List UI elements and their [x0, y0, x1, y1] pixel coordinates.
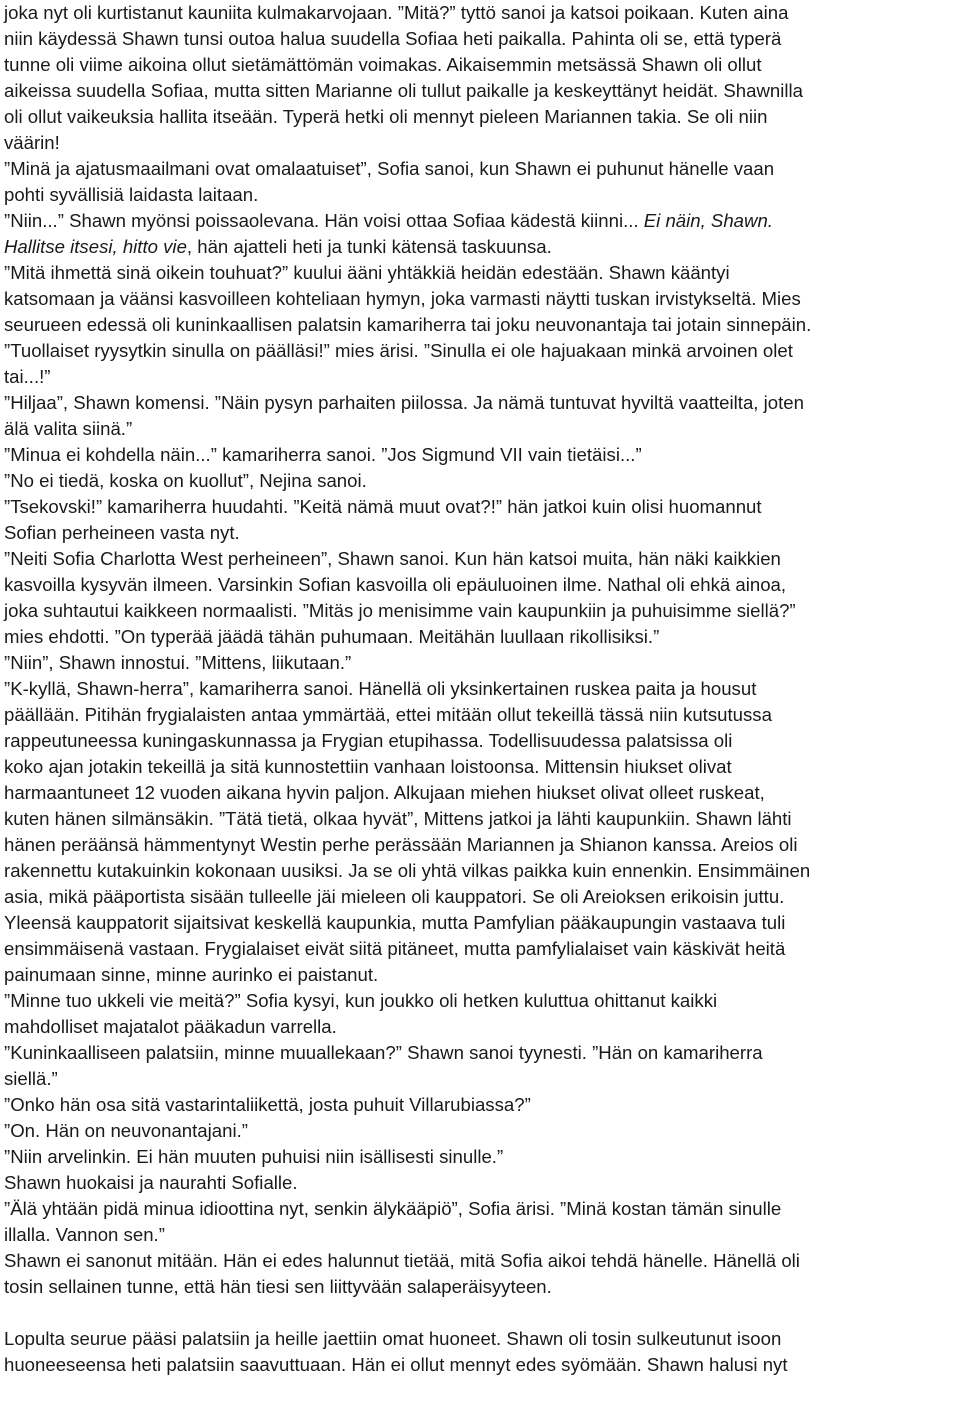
paragraph-block-rest [4, 260, 956, 1300]
text-line: ”Minä ja ajatusmaailmani ovat omalaatuiset”, Sofia sanoi, kun Shawn ei puhunut hänelle vaan [4, 158, 775, 179]
text-line: kuten hänen silmänsäkin. ”Tätä tietä, olkaa hyvät”, Mittens jatkoi ja lähti kaupunkiin. Shawn lähti [4, 808, 792, 829]
text-line: joka nyt oli kurtistanut kauniita kulmakarvojaan. ”Mitä?” tyttö sanoi ja katsoi poikaan. Kuten aina [4, 2, 789, 23]
text-line: ”Mitä ihmettä sinä oikein touhuat?” kuului ääni yhtäkkiä heidän edestään. Shawn kääntyi [4, 262, 730, 283]
text-line: harmaantuneet 12 vuoden aikana hyvin paljon. Alkujaan miehen hiukset olivat olleet ruskeat, [4, 782, 765, 803]
text-line: kasvoilla kysyvän ilmeen. Varsinkin Sofian kasvoilla oli epäuluoinen ilme. Nathal oli ehkä ainoa, [4, 574, 787, 595]
text-line: Shawn ei sanonut mitään. Hän ei edes halunnut tietää, mitä Sofia aikoi tehdä hänelle. Hänellä oli [4, 1250, 800, 1271]
text-line: asia, mikä pääportista sisään tulleelle jäi mieleen oli kauppatori. Se oli Areioksen erikoisin juttu. [4, 886, 785, 907]
text-line: koko ajan jotakin tekeillä ja sitä kunnostettiin vanhaan loistoonsa. Mittensin hiukset olivat [4, 756, 732, 777]
text-line: Lopulta seurue pääsi palatsiin ja heille jaettiin omat huoneet. Shawn oli tosin sulkeutunut isoon [4, 1328, 782, 1349]
text-line: ”Niin arvelinkin. Ei hän muuten puhuisi niin isällisesti sinulle.” [4, 1146, 504, 1167]
text-line: ensimmäisenä vastaan. Frygialaiset eivät siitä pitäneet, mutta pamfylialaiset vain käskivät heitä [4, 938, 786, 959]
text-line: tai...!” [4, 366, 51, 387]
text-line: Yleensä kauppatorit sijaitsivat keskellä kaupunkia, mutta Pamfylian pääkaupungin vastaava tuli [4, 912, 786, 933]
text-line: ”On. Hän on neuvonantajani.” [4, 1120, 248, 1141]
paragraph-block-end [4, 1326, 956, 1378]
text-line: mahdolliset majatalot pääkadun varrella. [4, 1016, 337, 1037]
text-line: rakennettu kutakuinkin kokonaan uusiksi. Ja se oli yhtä vilkas paikka kuin ennenkin. Ensimmäinen [4, 860, 811, 881]
text-line: rappeutuneessa kuningaskunnassa ja Frygian etupihassa. Todellisuudessa palatsissa oli [4, 730, 733, 751]
text-line: ”No ei tiedä, koska on kuollut”, Nejina sanoi. [4, 470, 367, 491]
text-line: illalla. Vannon sen.” [4, 1224, 165, 1245]
text-line: tunne oli viime aikoina ollut sietämättömän voimakas. Aikaisemmin metsässä Shawn oli ollut [4, 54, 762, 75]
text-line: hänen peräänsä hämmentynyt Westin perhe perässään Mariannen ja Shianon kanssa. Areios oli [4, 834, 798, 855]
text-line: tosin sellainen tunne, että hän tiesi sen liittyvään salaperäisyyteen. [4, 1276, 552, 1297]
text-line: ”K-kyllä, Shawn-herra”, kamariherra sanoi. Hänellä oli yksinkertainen ruskea paita ja housut [4, 678, 757, 699]
text-line: päällään. Pitihän frygialaisten antaa ymmärtää, ettei mitään ollut tekeillä tässä niin kutsutussa [4, 704, 772, 725]
text-line: ”Kuninkaalliseen palatsiin, minne muuallekaan?” Shawn sanoi tyynesti. ”Hän on kamariherra [4, 1042, 763, 1063]
text-line: ”Minua ei kohdella näin...” kamariherra sanoi. ”Jos Sigmund VII vain tietäisi...” [4, 444, 642, 465]
text-line: niin käydessä Shawn tunsi outoa halua suudella Sofiaa heti paikalla. Pahinta oli se, että typerä [4, 28, 782, 49]
text-line: joka suhtautui kaikkeen normaalisti. ”Mitäs jo menisimme vain kaupunkiin ja puhuisimme siellä?” [4, 600, 796, 621]
text-line: mies ehdotti. ”On typerää jäädä tähän puhumaan. Meitähän luullaan rikollisiksi.” [4, 626, 660, 647]
text-line: ”Tsekovski!” kamariherra huudahti. ”Keitä nämä muut ovat?!” hän jatkoi kuin olisi huomannut [4, 496, 762, 517]
text-line: väärin! [4, 132, 60, 153]
text-line: seurueen edessä oli kuninkaallisen palatsin kamariherra tai joku neuvonantaja tai jotain sinnepäin. [4, 314, 812, 335]
text-line-hallitse [4, 234, 956, 260]
text-line: ”Minne tuo ukkeli vie meitä?” Sofia kysyi, kun joukko oli hetken kuluttua ohittanut kaikki [4, 990, 718, 1011]
text-line: aikeissa suudella Sofiaa, mutta sitten Marianne oli tullut paikalle ja keskeyttänyt heidät. Shawnilla [4, 80, 803, 101]
italic-thought: Ei näin, Shawn. [643, 210, 773, 231]
text-span: , hän ajatteli heti ja tunki kätensä taskuunsa. [186, 236, 552, 257]
text-line: oli ollut vaikeuksia hallita itseään. Typerä hetki oli mennyt pieleen Mariannen takia. Se oli niin [4, 106, 768, 127]
text-line: ”Tuollaiset ryysytkin sinulla on päälläsi!” mies ärisi. ”Sinulla ei ole hajuakaan minkä arvoinen olet [4, 340, 793, 361]
text-line: ”Hiljaa”, Shawn komensi. ”Näin pysyn parhaiten piilossa. Ja nämä tuntuvat hyviltä vaatteilta, joten [4, 392, 804, 413]
paragraph-block-top [4, 0, 956, 208]
text-line: ”Älä yhtään pidä minua idioottina nyt, senkin älykääpiö”, Sofia ärisi. ”Minä kostan tämän sinulle [4, 1198, 782, 1219]
text-line: ”Neiti Sofia Charlotta West perheineen”, Shawn sanoi. Kun hän katsoi muita, hän näki kaikkien [4, 548, 781, 569]
text-line: Sofian perheineen vasta nyt. [4, 522, 240, 543]
text-line: pohti syvällisiä laidasta laitaan. [4, 184, 259, 205]
document-page [4, 0, 956, 1378]
text-line: Shawn huokaisi ja naurahti Sofialle. [4, 1172, 298, 1193]
text-span: ”Niin...” Shawn myönsi poissaolevana. Hän voisi ottaa Sofiaa kädestä kiinni... [4, 210, 644, 231]
text-line: huoneeseensa heti palatsiin saavuttuaan. Hän ei ollut mennyt edes syömään. Shawn halusi nyt [4, 1354, 788, 1375]
text-line-niin [4, 208, 956, 234]
text-line: painumaan sinne, minne aurinko ei paistanut. [4, 964, 379, 985]
paragraph-gap [4, 1300, 956, 1326]
text-line: ”Niin”, Shawn innostui. ”Mittens, liikutaan.” [4, 652, 352, 673]
italic-thought: Hallitse itsesi, hitto vie [4, 236, 187, 257]
text-line: älä valita siinä.” [4, 418, 133, 439]
text-line: siellä.” [4, 1068, 58, 1089]
text-line: katsomaan ja väänsi kasvoilleen kohteliaan hymyn, joka varmasti näytti tuskan irvistykseltä. Mies [4, 288, 801, 309]
text-line: ”Onko hän osa sitä vastarintaliikettä, josta puhuit Villarubiassa?” [4, 1094, 531, 1115]
